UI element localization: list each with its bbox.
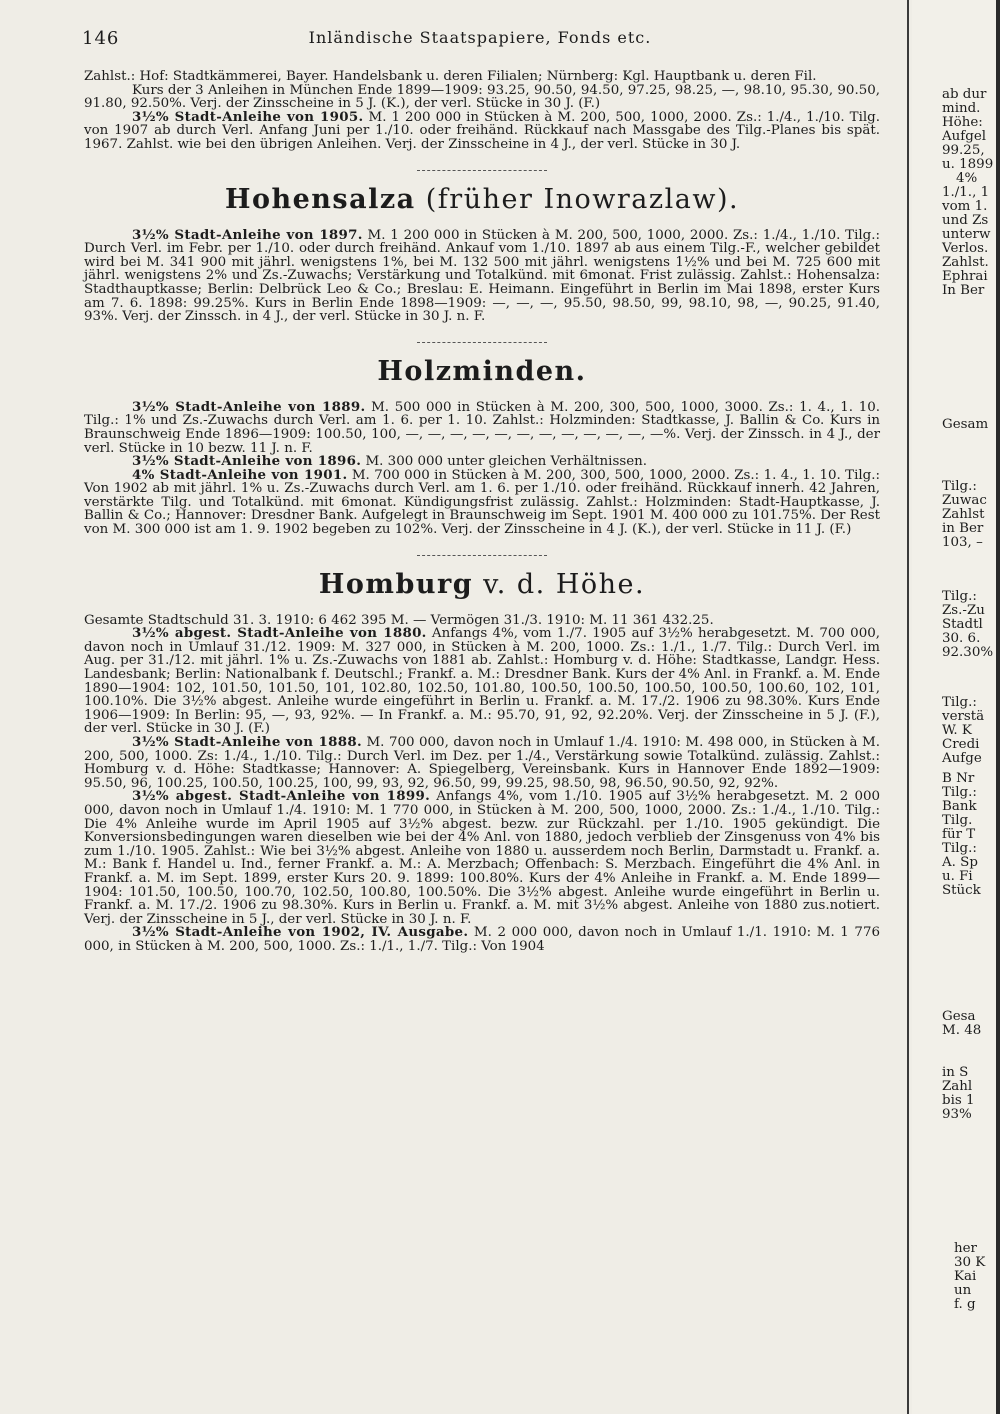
loan-1897-entry xyxy=(84,226,880,325)
intro-paying-agents: Zahlst.: Hof: Stadtkämmerei, Bayer. Handelsbank u. deren Filialen; Nürnberg: Kgl. Hauptbank u. deren Fil. xyxy=(84,69,817,84)
margin-fragment: In Ber xyxy=(942,283,985,298)
margin-fragment: vom 1. xyxy=(942,199,988,214)
margin-fragment: Zuwac xyxy=(942,493,987,508)
loan-1902-entry xyxy=(84,926,880,953)
margin-fragment: Credi xyxy=(942,737,980,752)
loan-1888-entry xyxy=(84,736,880,790)
loan-1899-entry xyxy=(84,790,880,926)
margin-fragment: Gesa xyxy=(942,1009,976,1024)
margin-fragment: Ephrai xyxy=(942,269,988,284)
margin-fragment: Zahlst. xyxy=(942,255,989,270)
margin-fragment: Bank xyxy=(942,799,977,814)
margin-fragment: Verlos. xyxy=(942,241,989,256)
loan-title: 3½% Stadt-Anleihe von 1896. xyxy=(132,453,362,470)
section-heading-homburg: Homburg v. d. Höhe. xyxy=(318,568,646,600)
margin-fragment: verstä xyxy=(942,709,985,724)
margin-fragment: Höhe: xyxy=(942,115,983,130)
section-heading-hohensalza: Hohensalza (früher Inowrazlaw). xyxy=(224,183,740,215)
page-edge-line xyxy=(996,0,1000,1414)
margin-fragment: u. Fi xyxy=(942,869,973,884)
intro-quotes: Kurs der 3 Anleihen in München Ende 1899—1909: 93.25, 90.50, 94.50, 97.25, 98.25, —, 98.10, 95.30, 90.50, 91.80, 92.50%. Verj. der Zinsscheine in 5 J. (K.), der verl. Stücke in 30 J. (F.) xyxy=(84,82,880,112)
section-divider xyxy=(417,342,547,343)
margin-fragment: M. 48 xyxy=(942,1023,982,1038)
main-column xyxy=(84,70,880,954)
margin-fragment: ab dur xyxy=(942,87,987,102)
adjacent-page-fragment xyxy=(912,0,996,1414)
margin-fragment: Tilg.: xyxy=(942,841,977,856)
loan-text: M. 500 000 in Stücken à M. 200, 300, 500, 1000, 3000. Zs.: 1. 4., 1. 10. Tilg.: 1% und Zs.-Zuwachs durch Verl. am 1. 6. per 1. 10. Zahlst.: Holzminden: Stadtkasse, J. Ballin & Co. Kurs in Braunschweig Ende 1896—1909: 100.50, 100, —, —, —, —, —, —, —, —, —, —, —, —%. Verj. der Zinssch. in 4 J., der verl. Stücke in 10 bezw. 11 J. n. F. xyxy=(84,399,880,456)
loan-title: 3½% abgest. Stadt-Anleihe von 1899. xyxy=(132,788,431,805)
margin-fragment: in Ber xyxy=(942,521,984,536)
margin-fragment: und Zs xyxy=(942,213,989,228)
page-header xyxy=(80,28,880,58)
margin-fragment: für T xyxy=(942,827,976,842)
margin-fragment: f. g xyxy=(954,1297,976,1312)
margin-fragment: Zahlst xyxy=(942,507,985,522)
margin-fragment: 103, – xyxy=(942,535,983,550)
loan-text: M. 700 000 in Stücken à M. 200, 300, 500, 1000, 2000. Zs.: 1. 4., 1. 10. Tilg.: Von 1902 ab mit jährl. 1% u. Zs.-Zuwachs durch Verl. am 1. 6. per 1./10. oder freihänd. Rückkauf innerh. 42 Jahren, verstärkte Tilg. und Totalkünd. mit 6monat. Kündigungsfrist zulässig. Zahlst.: Holzminden: Stadt-Hauptkasse, J. Ballin & Co.; Hannover: Dresdner Bank. Aufgelegt in Braunschweig im Sept. 1901 M. 400 000 zu 101.75%. Der Rest von M. 300 000 ist am 1. 9. 1902 begeben zu 102%. Verj. der Zinsscheine in 4 J. (K.), der verl. Stücke in 11 J. (F.) xyxy=(84,467,880,538)
section-divider xyxy=(417,555,547,556)
margin-fragment: A. Sp xyxy=(942,855,978,870)
margin-fragment: 92.30% xyxy=(942,645,994,660)
loan-1880-entry xyxy=(84,627,880,736)
loan-text: M. 300 000 unter gleichen Verhältnissen. xyxy=(361,454,647,470)
margin-fragment: Zahl xyxy=(942,1079,973,1094)
margin-fragment: in S xyxy=(942,1065,969,1080)
margin-fragment: Tilg.: xyxy=(942,785,977,800)
margin-fragment: 30. 6. xyxy=(942,631,981,646)
margin-fragment: Gesam xyxy=(942,417,989,432)
margin-fragment: Tilg.: xyxy=(942,695,977,710)
loan-text: M. 700 000, davon noch in Umlauf 1./4. 1910: M. 498 000, in Stücken à M. 200, 500, 1000. Zs: 1./4., 1./10. Tilg.: Durch Verl. im Dez. per 1./4., Verstärkung sowie Totalkünd. zulässig. Zahlst.: Homburg v. d. Höhe: Stadtkasse; Hannover: A. Spiegelberg, Vereinsbank. Kurs in Hannover Ende 1892—1909: 95.50, 96, 100.25, 100.50, 100.25, 100, 99, 93, 92, 96.50, 99, 99.25, 98.50, 98, 96.50, 90.50, 92, 92%. xyxy=(84,735,880,791)
loan-text: M. 1 200 000 in Stücken à M. 200, 500, 1000, 2000. Zs.: 1./4., 1./10. Tilg.: Durch Verl. im Febr. per 1./10. oder durch freihänd. Ankauf vom 1./10. 1897 ab aus einem Tilg.-F., welcher gebildet wird bei M. 341 900 mit jährl. wenigstens 1%, bei M. 132 500 mit jährl. wenigstens 1½% und bei M. 725 600 mit jährl. wenigstens 2% und Zs.-Zuwachs; Verstärkung und Totalkünd. mit 6monat. Frist zulässig. Zahlst.: Hohensalza: Stadthauptkasse; Berlin: Delbrück Leo & Co.; Breslau: E. Heimann. Eingeführt in Berlin im Mai 1898, erster Kurs am 7. 6. 1898: 99.25%. Kurs in Berlin Ende 1898—1909: —, —, —, 95.50, 98.50, 99, 98.10, 98, —, 90.25, 91.40, 93%. Verj. der Zinssch. in 4 J., der verl. Stücke in 30 J. n. F. xyxy=(84,227,880,325)
margin-fragment: 99.25, xyxy=(942,143,985,158)
margin-fragment: Kai xyxy=(954,1269,977,1284)
loan-title: 3½% Stadt-Anleihe von 1889. xyxy=(132,398,366,415)
loan-title: 3½% Stadt-Anleihe von 1905. xyxy=(132,108,364,125)
section-heading-holzminden: Holzminden. xyxy=(377,355,587,387)
homburg-debt-summary: Gesamte Stadtschuld 31. 3. 1910: 6 462 395 M. — Vermögen 31./3. 1910: M. 11 361 432.25. xyxy=(84,612,714,628)
margin-fragment: u. 1899 xyxy=(942,157,994,172)
margin-fragment: W. K xyxy=(942,723,972,738)
margin-fragment: Stück xyxy=(942,883,981,898)
page-number: 146 xyxy=(82,28,120,49)
margin-fragment: her xyxy=(954,1241,977,1256)
section-divider xyxy=(417,170,547,171)
loan-text: M. 1 200 000 in Stücken à M. 200, 500, 1000, 2000. Zs.: 1./4., 1./10. Tilg. von 1907 ab durch Verl. Anfang Juni per 1./10. oder freihänd. Rückkauf nach Massgabe des Tilg.-Planes bis spät. 1967. Zahlst. wie bei den übrigen Anleihen. Verj. der Zinsscheine in 4 J., der verl. Stücke in 30 J. xyxy=(84,109,880,152)
margin-fragment: mind. xyxy=(942,101,981,116)
gutter-line xyxy=(907,0,909,1414)
loan-title: 4% Stadt-Anleihe von 1901. xyxy=(132,466,348,483)
loan-title: 3½% abgest. Stadt-Anleihe von 1880. xyxy=(132,625,427,642)
margin-fragment: un xyxy=(954,1283,972,1298)
loan-text: Anfangs 4%, vom 1./7. 1905 auf 3½% herabgesetzt. M. 700 000, davon noch in Umlauf 31./12. 1909: M. 327 000, in Stücken à M. 200, 1000. Zs.: 1./1., 1./7. Tilg.: Durch Verl. im Aug. per 31./12. mit jährl. 1% u. Zs.-Zuwachs von 1881 ab. Zahlst.: Homburg v. d. Höhe: Stadtkasse, Landgr. Hess. Landesbank; Berlin: Nationalbank f. Deutschl.; Frankf. a. M.: Dresdner Bank. Kurs der 4% Anl. in Frankf. a. M. Ende 1890—1904: 102, 101.50, 101.50, 101, 102.80, 102.50, 101.80, 100.50, 100.50, 100.50, 100.50, 100.60, 102, 101, 100.10%. Die 3½% abgest. Anleihe wurde eingeführt in Berlin u. Frankf. a. M. 17./2. 1906 zu 98.30%. Kurs Ende 1906—1909: In Berlin: 95, —, 93, 92%. — In Frankf. a. M.: 95.70, 91, 92, 92.20%. Verj. der Zinsscheine in 5 J. (F.), der verl. Stücke in 30 J. (F.) xyxy=(84,626,880,737)
margin-fragment: Tilg.: xyxy=(942,479,977,494)
margin-fragment: 4% xyxy=(956,171,978,186)
margin-fragment: 93% xyxy=(942,1107,972,1122)
margin-fragment: unterw xyxy=(942,227,991,242)
running-title: Inländische Staatspapiere, Fonds etc. xyxy=(308,28,652,47)
loan-title: 3½% Stadt-Anleihe von 1897. xyxy=(132,226,363,243)
margin-fragment: Aufgel xyxy=(942,129,987,144)
margin-fragment: Stadtl xyxy=(942,617,983,632)
loan-1905-entry xyxy=(84,108,880,152)
margin-fragment: Tilg.: xyxy=(942,589,977,604)
loan-title: 3½% Stadt-Anleihe von 1888. xyxy=(132,734,362,750)
margin-fragment: Zs.-Zu xyxy=(942,603,985,618)
loan-text: Anfangs 4%, vom 1./10. 1905 auf 3½% herabgesetzt. M. 2 000 000, davon noch in Umlauf 1./4. 1910: M. 1 770 000, in Stücken à M. 200, 500, 1000, 2000. Zs.: 1./4., 1./10. Tilg.: Die 4% Anleihe wurde im April 1905 auf 3½% abgest. bezw. zur Rückzahl. per 1./10. 1905 gekündigt. Die Konversionsbedingungen waren dieselben wie bei der 4% Anl. von 1880, jedoch verblieb der Zinsgenuss von 4% bis zum 1./10. 1905. Zahlst.: Wie bei 3½% abgest. Anleihe von 1880 u. ausserdem noch Berlin, Darmstadt u. Frankf. a. M.: Bank f. Handel u. Ind., ferner Frankf. a. M.: A. Merzbach; Offenbach: S. Merzbach. Eingeführt die 4% Anl. in Frankf. a. M. im Sept. 1899, erster Kurs 20. 9. 1899: 100.80%. Kurs der 4% Anleihe in Frankf. a. M. Ende 1899—1904: 101.50, 100.50, 100.70, 102.50, 100.80, 100.50%. Die 3½% abgest. Anleihe wurde eingeführt in Berlin u. Frankf. a. M. 17./2. 1906 zu 98.30%. Kurs in Berlin u. Frankf. a. M. mit 3½% abgest. Anleihe von 1880 zus.notiert. Verj. der Zinsscheine in 5 J., der verl. Stücke in 30 J. n. F. xyxy=(84,789,880,927)
margin-fragment: Tilg. xyxy=(942,813,973,828)
loan-1901-entry xyxy=(84,466,880,538)
margin-fragment: bis 1 xyxy=(942,1093,975,1108)
loan-text: M. 2 000 000, davon noch in Umlauf 1./1. 1910: M. 1 776 000, in Stücken à M. 200, 500, 1000. Zs.: 1./1., 1./7. Tilg.: Von 1904 xyxy=(84,925,880,954)
margin-fragment: B Nr xyxy=(942,771,975,786)
loan-title: 3½% Stadt-Anleihe von 1902, IV. Ausgabe. xyxy=(132,924,469,941)
margin-fragment: 30 K xyxy=(954,1255,986,1270)
margin-fragment: Aufge xyxy=(942,751,982,766)
loan-1889-entry xyxy=(84,398,880,456)
margin-fragment: 1./1., 1 xyxy=(942,185,990,200)
